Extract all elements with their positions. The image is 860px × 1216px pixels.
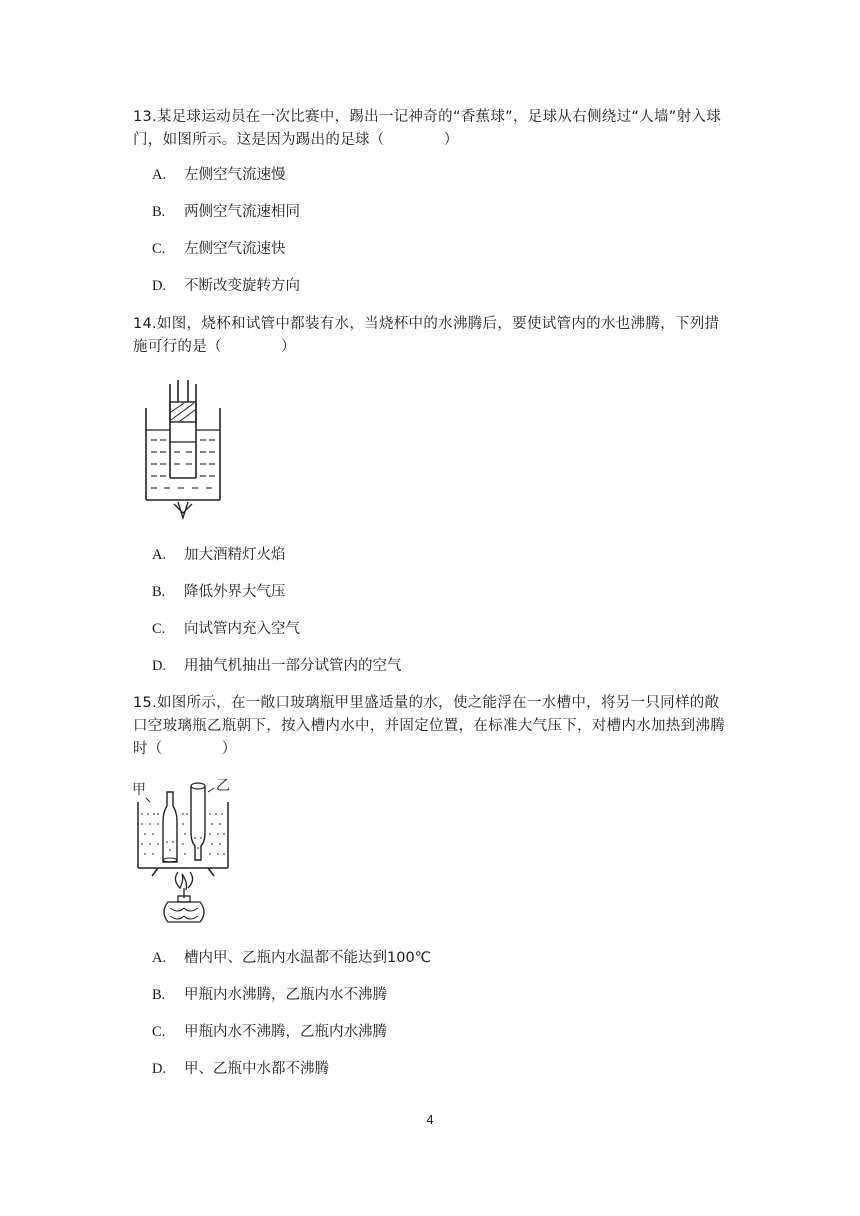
option-letter: D. bbox=[152, 1061, 167, 1077]
option-letter: C. bbox=[152, 1024, 166, 1040]
option-letter: C. bbox=[152, 621, 166, 637]
option-letter: B. bbox=[152, 987, 166, 1003]
option-letter: C. bbox=[152, 241, 166, 257]
option-text: 加大酒精灯火焰 bbox=[184, 547, 286, 563]
option-letter: A. bbox=[152, 167, 167, 183]
question-15-option-c bbox=[152, 1022, 387, 1042]
question-15-stem: 15.如图所示，在一敞口玻璃瓶甲里盛适量的水，使之能浮在一水槽中，将另一只同样的敞口空玻璃瓶乙瓶朝下，按入槽内水中，并固定位置，在标准大气压下，对槽内水加热到沸腾时（ ） bbox=[133, 695, 725, 757]
floating-bottles-figure bbox=[128, 776, 246, 928]
option-text: 甲、乙瓶中水都不沸腾 bbox=[184, 1061, 329, 1077]
question-14-stem: 14.如图，烧杯和试管中都装有水，当烧杯中的水沸腾后，要使试管内的水也沸腾，下列措施可行的是（ ） bbox=[133, 316, 720, 355]
question-14-option-a bbox=[152, 545, 286, 565]
option-text: 向试管内充入空气 bbox=[184, 621, 300, 637]
question-13-option-a bbox=[152, 165, 286, 185]
option-letter: D. bbox=[152, 658, 167, 674]
option-text: 用抽气机抽出一部分试管内的空气 bbox=[184, 658, 402, 674]
option-letter: B. bbox=[152, 204, 166, 220]
question-13-stem: 13.某足球运动员在一次比赛中，踢出一记神奇的“香蕉球”，足球从右侧绕过“人墙”射入球门，如图所示。这是因为踢出的足球（ ） bbox=[133, 109, 722, 148]
option-text: 降低外界大气压 bbox=[184, 584, 286, 600]
question-13-option-d bbox=[152, 276, 300, 296]
question-15-option-a bbox=[152, 948, 431, 968]
question-13-option-c bbox=[152, 239, 286, 259]
alcohol-lamp bbox=[164, 872, 204, 922]
water-dots bbox=[141, 813, 225, 855]
question-13-option-b bbox=[152, 202, 300, 222]
option-letter: B. bbox=[152, 584, 166, 600]
page-number: 4 bbox=[426, 1112, 434, 1127]
option-letter: A. bbox=[152, 950, 167, 966]
option-letter: D. bbox=[152, 278, 167, 294]
question-14-option-d bbox=[152, 656, 402, 676]
option-letter: A. bbox=[152, 547, 167, 563]
figure-label-yi: 乙 bbox=[216, 778, 230, 794]
option-text: 不断改变旋转方向 bbox=[184, 278, 300, 294]
option-text: 甲瓶内水沸腾，乙瓶内水不沸腾 bbox=[184, 987, 387, 1003]
option-text: 两侧空气流速相同 bbox=[184, 204, 300, 220]
question-15-option-d bbox=[152, 1059, 329, 1079]
option-text: 甲瓶内水不沸腾，乙瓶内水沸腾 bbox=[184, 1024, 387, 1040]
beaker-test-tube-figure bbox=[138, 380, 228, 520]
figure-label-jia: 甲 bbox=[132, 782, 146, 798]
question-15-option-b bbox=[152, 985, 387, 1005]
question-14-option-b bbox=[152, 582, 286, 602]
option-text: 左侧空气流速慢 bbox=[184, 167, 286, 183]
option-text: 左侧空气流速快 bbox=[184, 241, 286, 257]
question-14-option-c bbox=[152, 619, 300, 639]
option-text: 槽内甲、乙瓶内水温都不能达到100℃ bbox=[184, 950, 431, 966]
